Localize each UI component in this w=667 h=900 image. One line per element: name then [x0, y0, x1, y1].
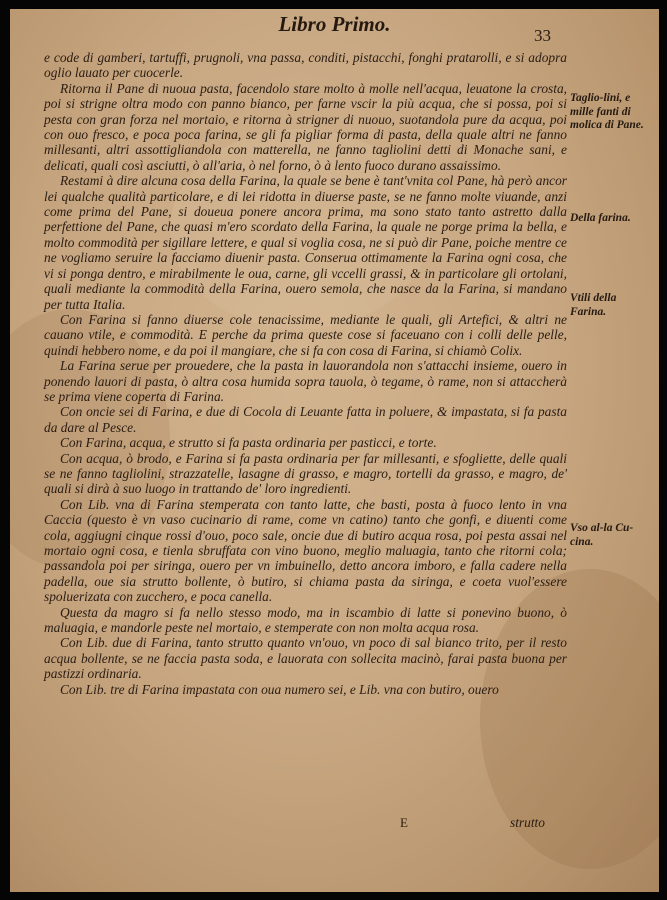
paragraph: Con Farina, acqua, e strutto si fa pasta ordinaria per pasticci, e torte. — [60, 435, 437, 451]
paragraph: Con acqua, ò brodo, e Farina si fa pasta ordinaria per far millesanti, e sfogliette, delle quali se ne fanno tagliolini, strazzatelle, lasagne di grasso, e magro, tortelli da grasso, e magro, de' quali si dirà à suo luogo in trattando de' loro ingredienti. — [44, 450, 567, 497]
paragraph: Con Lib. tre di Farina impastata con oua numero sei, e Lib. vna con butiro, ouero — [60, 681, 499, 697]
paragraph: Questa da magro si fa nello stesso modo, ma in iscambio di latte si ponevino buono, ò maluagia, e mandorle peste nel mortaio, e stemperate con non molta acqua rosa. — [44, 604, 567, 636]
paragraph: e code di gamberi, tartuffi, prugnoli, vna passa, conditi, pistacchi, fonghi pratarolli, e si adopra oglio lauato per cuocerle. — [44, 50, 567, 81]
main-text — [44, 50, 567, 697]
paragraph: Con Lib. due di Farina, tanto strutto quanto vn'ouo, vn poco di sal bianco trito, per il resto acqua bollente, se ne faccia pasta soda, e lauorata con sollecita macinò, farai pasta buona per pastizzi ordinaria. — [44, 635, 567, 682]
margin-note-uso: Vso al-la Cu-cina. — [570, 522, 634, 548]
margin-note-utili: Vtili della Farina. — [570, 292, 617, 318]
signature-mark: E — [400, 815, 408, 830]
paragraph: Restami à dire alcuna cosa della Farina, la quale se bene è tant'vnita col Pane, hà però ancor lei qualche qualità particolare, e di lei ridotta in diuerse paste, se ne fanno molte viuande, anzi come prima del Pane, si doueua ponere ancora prima, ma sono stato tanto astretto dalla perfettione del Pane, che quasi m'ero scordato della Farina, la quale ne porge prima la bella, e molto commodità per sigillare lettere, e qual si voglia cosa, ne si può dir Pane, poiche mentre ce ne vogliamo seruire la facciamo diuenir pasta. Conserua ottimamente la Farina ogni cosa, che vi si ponga dentro, e mirabilmente le oua, carne, gli vccelli grassi, & in particolare gli ortolani, quali mediante la commodità della Farina, ouero semola, che nasce da la Farina, si mandano per tutta Italia. — [44, 173, 567, 312]
paragraph: La Farina serue per prouedere, che la pasta in lauorandola non s'attacchi insieme, ouero in ponendo lauori di pasta, ò altra cosa humida sopra tauola, ò tegame, ò rame, non si attaccherà se prima viene coperta di Farina. — [44, 358, 567, 404]
margin-note-tagliolini: Taglio-lini, e mille fanti di molica di Pane. — [570, 92, 644, 131]
page-header — [10, 9, 659, 49]
page-number: 33 — [534, 26, 551, 45]
paragraph: Con Lib. vna di Farina stemperata con tanto latte, che basti, posta à fuoco lento in vna Caccia (questo è vn vaso cucinario di rame, come vn catino) tanto che gonfi, e diuenti come cola, aggiugni cinque rossi d'ouo, poco sale, oncie due di butiro acqua rosa, poi pesta assai nel mortaio ogni cosa, e tienla sbruffata con vino buono, meglio maluagia, tanto che ritorni cola; passandola poi per siringa, ouero per vn imbuinello, detto ancora imboro, e falla cadere nella padella, oue sia strutto bollente, ò butiro, si chiama pasta da siringa, e coeta vuol'essere spoluerizata con zucchero, e poca canella. — [44, 496, 567, 605]
running-title: Libro Primo. — [278, 12, 391, 36]
margin-note-farina: Della farina. — [570, 212, 631, 224]
paragraph: Con Farina si fanno diuerse cole tenacissime, mediante le quali, gli Artefici, & altri ne cauano vtile, e commodità. E perche da prima queste cose si faceuano con i colli delle pelle, quindi hebbero nome, e da poi il mangiare, che si fa con cosa di Farina, si chiamò Colix. — [44, 311, 567, 358]
paragraph: Con oncie sei di Farina, e due di Cocola di Leuante fatta in poluere, & impastata, si fa pasta da dare al Pesce. — [44, 404, 567, 435]
margin-notes — [570, 50, 656, 610]
catchword: strutto — [510, 815, 545, 830]
book-page — [10, 9, 659, 892]
paragraph: Ritorna il Pane di nuoua pasta, facendolo stare molto à molle nell'acqua, leuatone la crosta, poi si strigne oltra modo con panno bianco, per farne vscir la più acqua, che si possa, poi si pesta con gran forza nel mortaio, e ritorna à strigner di nuouo, suotandola pure da acqua, poi con ouo fresco, e poca poca farina, se gli fa pigliar forma di pasta, della quale altri ne fanno millesanti, altri assottigliandola con matterella, ne fanno tagliolini detti di Monache sani, e delicati, quali così asciutti, ò all'aria, ò nel forno, ò à lento fuoco durano assaissimo. — [44, 80, 567, 173]
